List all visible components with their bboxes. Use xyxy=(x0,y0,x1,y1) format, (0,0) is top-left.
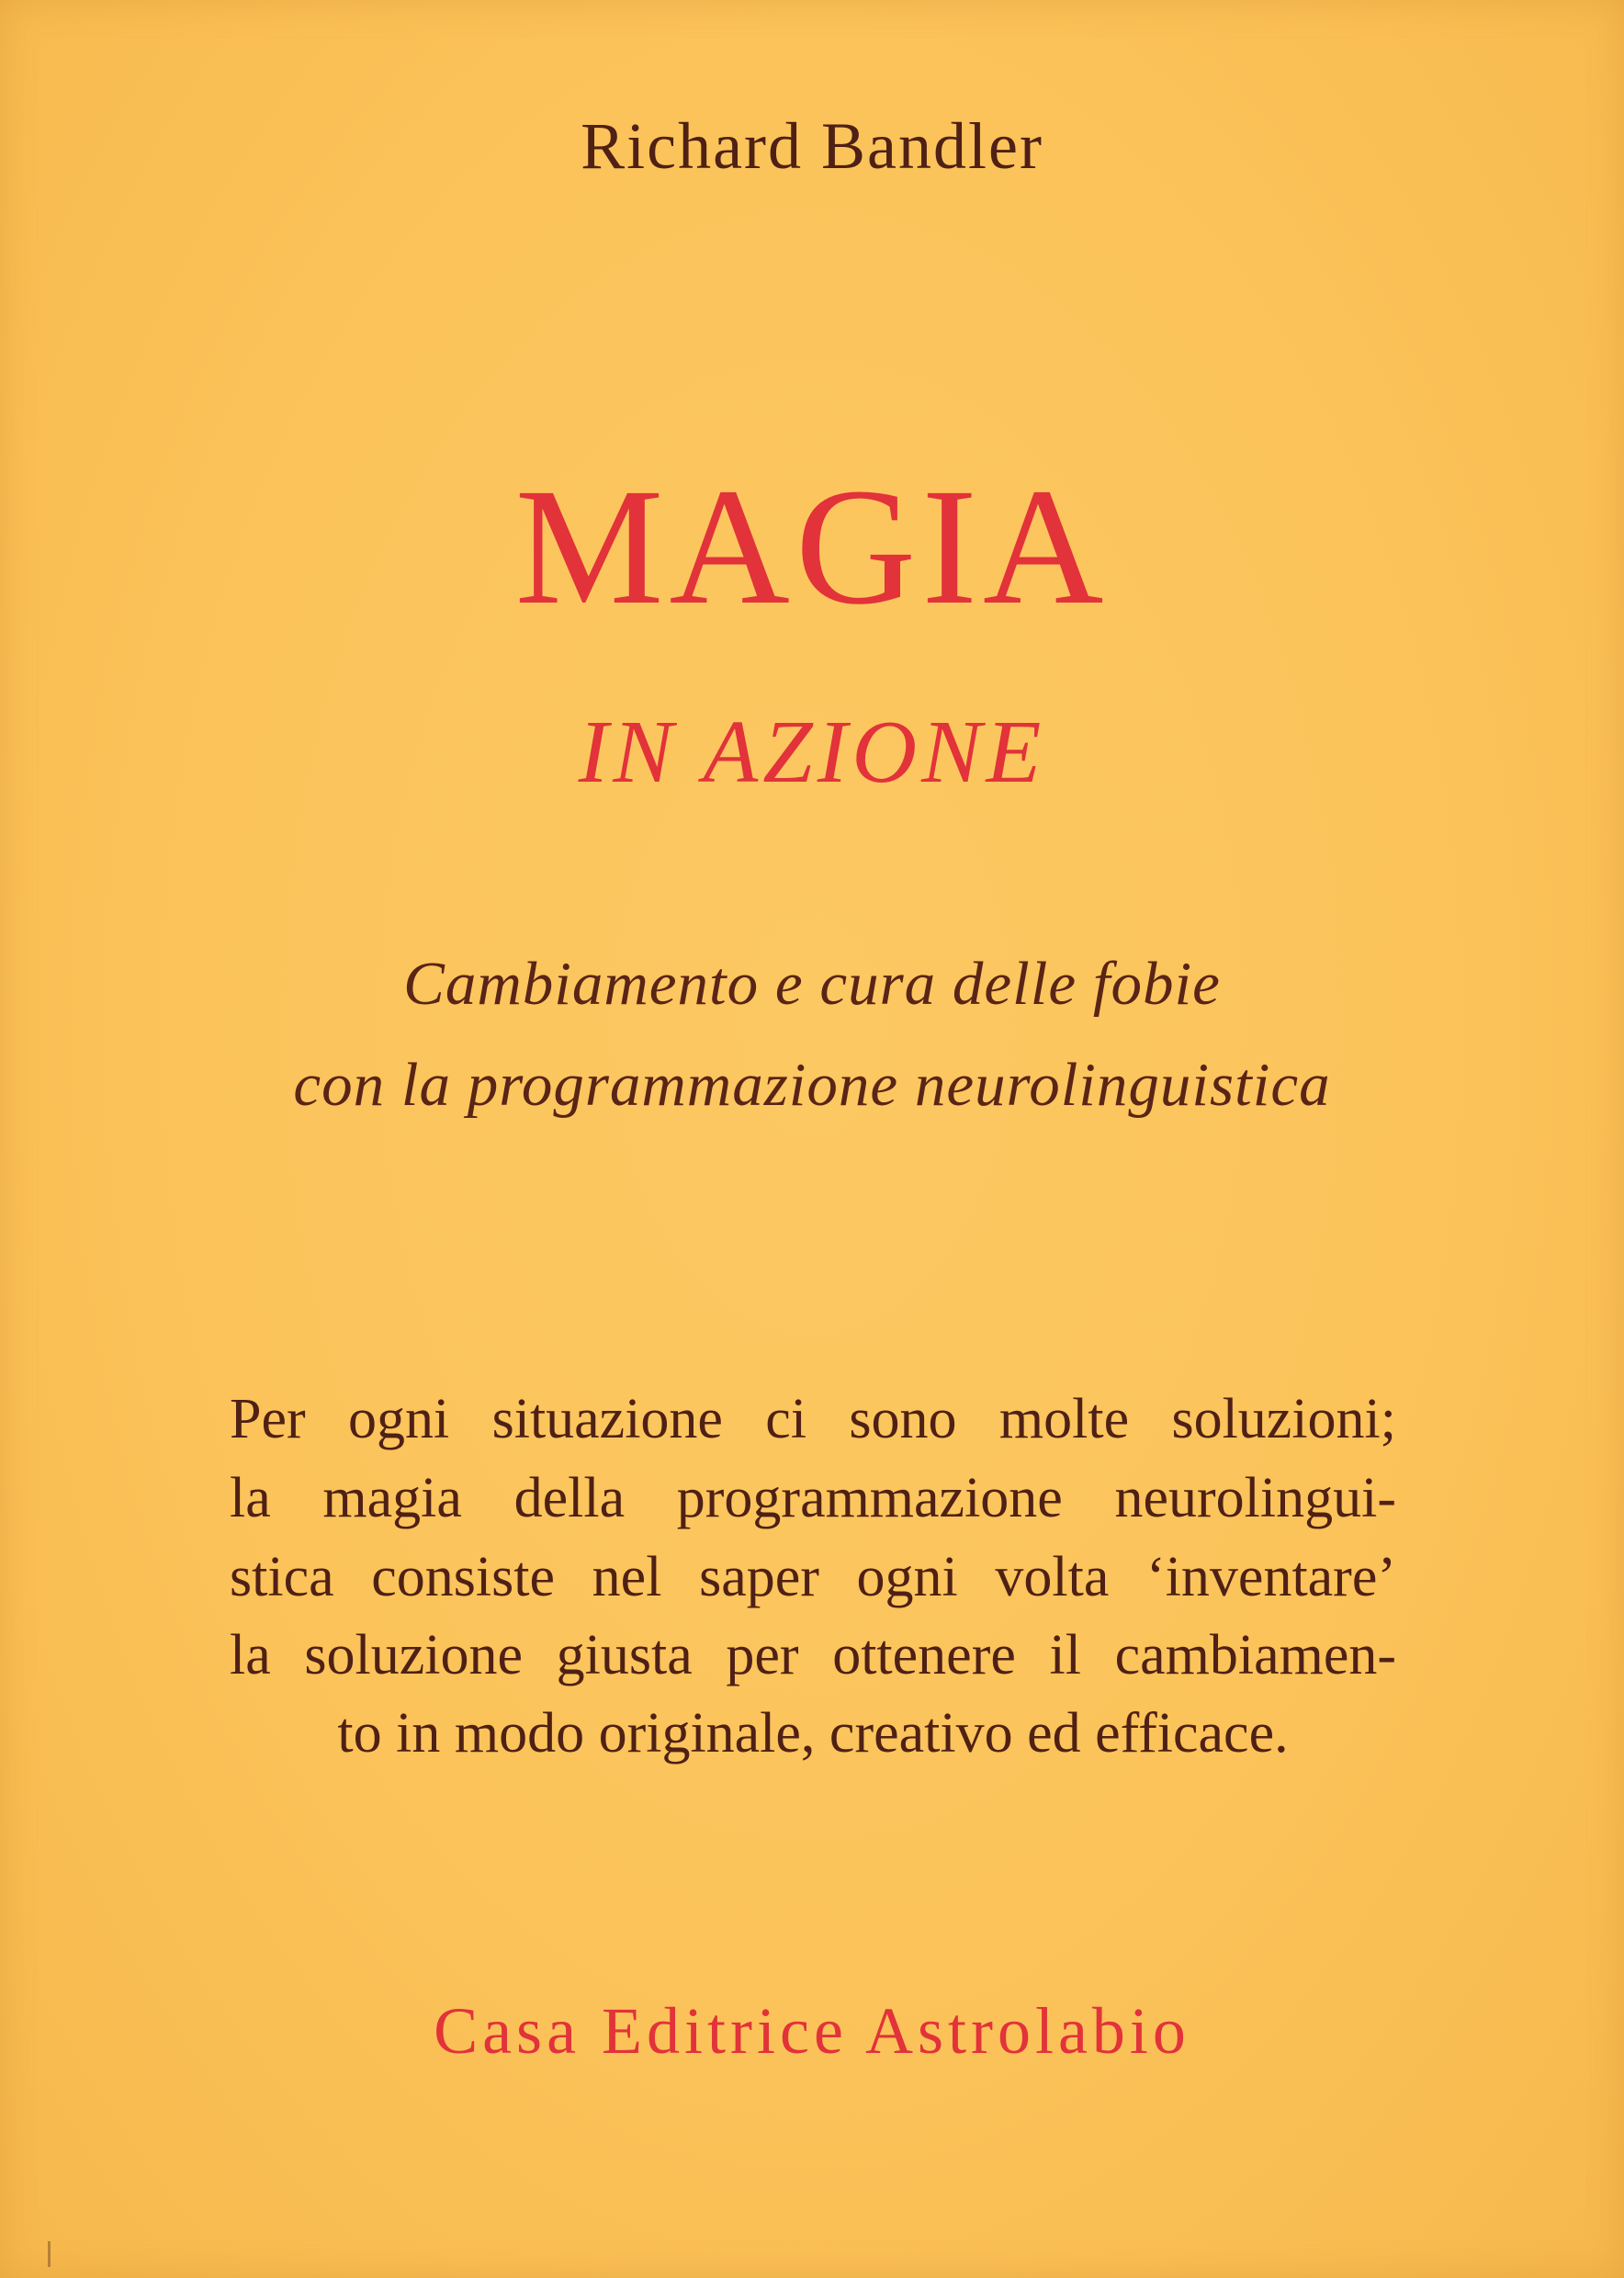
blurb-line-3: stica consiste nel saper ogni volta ‘inventare’ xyxy=(230,1546,1396,1608)
blurb-line-4: la soluzione giusta per ottenere il cambiamen- xyxy=(230,1624,1396,1686)
publisher-name: Casa Editrice Astrolabio xyxy=(434,1994,1190,2068)
blurb-line-2: la magia della programmazione neurolingui- xyxy=(230,1467,1396,1529)
book-title-secondary: IN AZIONE xyxy=(578,703,1046,802)
book-title: MAGIA xyxy=(514,455,1110,639)
edge-scan-mark xyxy=(48,2241,51,2267)
blurb-line-5: to in modo originale, creativo ed efficace. xyxy=(337,1702,1289,1765)
blurb-line-1: Per ogni situazione ci sono molte soluzioni; xyxy=(230,1388,1396,1450)
author-name: Richard Bandler xyxy=(581,109,1043,183)
subtitle-line-1: Cambiamento e cura delle fobie xyxy=(403,950,1221,1018)
subtitle-line-2: con la programmazione neurolinguistica xyxy=(293,1051,1331,1119)
